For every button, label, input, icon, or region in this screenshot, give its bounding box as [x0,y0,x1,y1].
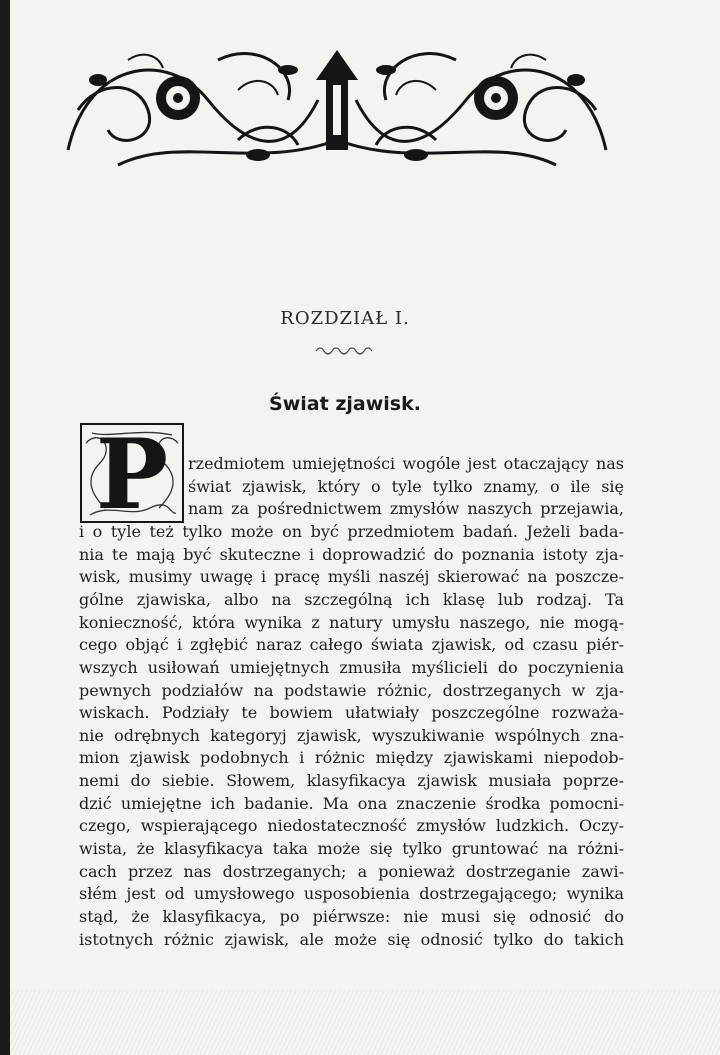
text-line: wiskach. Podziały te bowiem ułatwiały poszczególne rozważa- [79,703,624,723]
text-line: wista, że klasyfikacya taka może się tylko gruntować na różni- [79,839,624,859]
text-line: i o tyle też tylko może on być przedmiotem badań. Jeżeli bada- [79,521,624,541]
text-line: nemi do siebie. Słowem, klasyfikacya zjawisk musiała poprze- [79,771,624,791]
drop-cap-initial [80,423,184,523]
text-line: czego, wspierającego niedostateczność zmysłów ludzkich. Oczy- [79,816,624,836]
ornamental-rule [314,343,372,355]
text-line: gólne zjawiska, albo na szczególną ich klasę lub rodzaj. Ta [79,589,624,609]
text-line: nie odrębnych kategoryj zjawisk, wyszukiwanie wspólnych zna- [79,725,624,745]
text-line: pewnych podziałów na podstawie różnic, dostrzeganych w zja- [79,680,624,700]
text-line: stąd, że klasyfikacya, po piérwsze: nie musi się odnosić do [79,907,624,926]
page-edge [0,0,10,1055]
ornamental-headpiece [58,40,616,170]
text-line: nam za pośrednictwem zmysłów naszych przejawia, [188,499,624,519]
text-line: słém jest od umysłowego usposobienia dostrzegającego; wynika [79,884,624,904]
text-line: wszych usiłowań umiejętnych zmusiła myślicieli do poczynienia [79,657,624,677]
text-line: cego objąć i zgłębić naraz całego świata zjawisk, od czasu piér- [79,635,624,655]
chapter-heading: ROZDZIAŁ I. [280,308,410,329]
text-line: cach przez nas dostrzeganych; a ponieważ dostrzeganie zawi- [79,861,624,881]
text-line: nia te mają być skuteczne i doprowadzić do poznania istoty zja- [79,544,624,564]
text-line: konieczność, która wynika z natury umysłu naszego, nie mogą- [79,612,624,632]
section-title: Świat zjawisk. [269,393,421,415]
drop-cap-letter: P [95,423,169,523]
text-line: istotnych różnic zjawisk, ale może się odnosić tylko do takich [79,929,624,949]
paper-texture [0,990,720,1055]
text-line: świat zjawisk, który o tyle tylko znamy, o ile się [188,476,624,496]
text-line: wisk, musimy uwagę i pracę myśli naszéj skierować na poszcze- [79,567,624,587]
text-line: mion zjawisk podobnych i różnic między zjawiskami niepodob- [79,748,624,768]
text-line: dzić umiejętne ich badanie. Ma ona znaczenie środka pomocni- [79,793,624,813]
text-line: rzedmiotem umiejętności wogóle jest otaczający nas [188,454,624,473]
